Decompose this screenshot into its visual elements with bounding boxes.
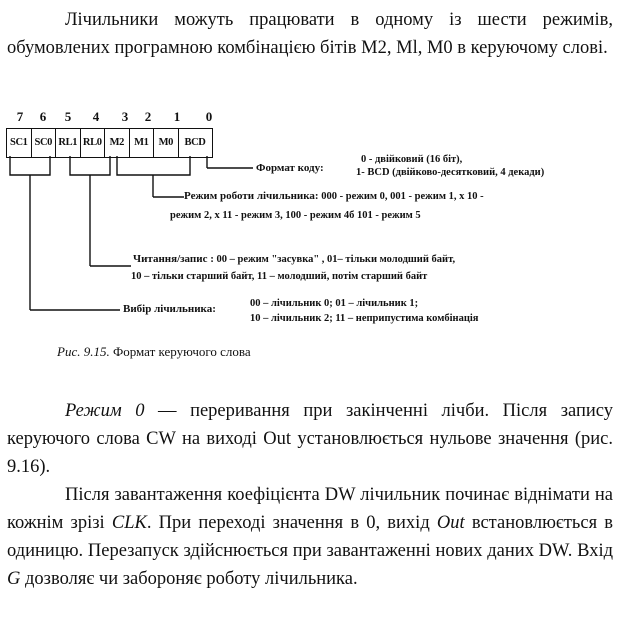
bit-number-3: 3 (121, 109, 129, 124)
cell-sc0: SC0 (32, 129, 57, 157)
mode0-label: Режим 0 (65, 401, 145, 421)
bit-number-2: 2 (144, 109, 152, 124)
g-term: G (7, 569, 21, 589)
mode0-paragraph (7, 397, 613, 481)
cell-rl0: RL0 (81, 129, 106, 157)
cell-bcd: BCD (184, 137, 206, 148)
cell-m2: M2 (105, 129, 130, 157)
note-counter-mode-line2: режим 2, x 11 - режим 3, 100 - режим 4б 101 - режим 5 (170, 210, 421, 221)
cell-m0: M0 (154, 129, 179, 157)
note-read-write-line2: 10 – тільки старший байт, 11 – молодший, потім старший байт (131, 271, 428, 282)
cell-sc1: SC1 (7, 129, 32, 157)
clk-term: CLK (111, 513, 147, 533)
mode0-text: — переривання при закінченні лічби. Після запису керуючого слова CW на виході Out установлюється нульове значення (рис. 9.16). (7, 401, 613, 477)
note-counter-select-line1: 00 – лічильник 0; 01 – лічильник 1; (250, 298, 419, 309)
note-counter-mode: Режим роботи лічильника: 000 - режим 0, 001 - режим 1, x 10 - (184, 190, 484, 202)
note-code-format: Формат коду: 0 - двійковий (16 біт), 1- BCD (двійково-десятковий, 4 декади) (256, 154, 545, 178)
cell-m1: M1 (130, 129, 155, 157)
bit-number-6: 6 (39, 109, 47, 124)
out-term: Out (436, 513, 465, 533)
note-counter-select-line2: 10 – лічильник 2; 11 – неприпустима комбінація (250, 313, 479, 324)
cell-rl1: RL1 (56, 129, 81, 157)
figure-caption: Рис. 9.15. Формат керуючого слова (57, 344, 251, 359)
control-word-register (6, 128, 213, 158)
note-counter-select: Вибір лічильника: (123, 303, 216, 315)
bit-number-4: 4 (92, 109, 100, 124)
bit-number-7: 7 (16, 109, 24, 124)
load-paragraph: Після завантаження коефіцієнта DW лічильник починає віднімати на кожнім зрізі CLK. При переході значення в 0, вихід Out встановлюється в одиницю. Перезапуск здійснюється при завантаженні нових даних DW. Вхід G дозволяє чи забороняє роботу лічильника. (7, 485, 613, 589)
bit-number-5: 5 (64, 109, 72, 124)
bit-number-1: 1 (173, 109, 181, 124)
intro-text: Лічильники можуть працювати в одному із шести режимів, обумовлених програмною комбінацією бітів M2, Ml, M0 в керуючому слові. (7, 10, 613, 58)
bit-number-0: 0 (205, 109, 213, 124)
note-read-write: Читання/запис : 00 – режим "засувка" , 01– тільки молодший байт, (133, 253, 456, 265)
